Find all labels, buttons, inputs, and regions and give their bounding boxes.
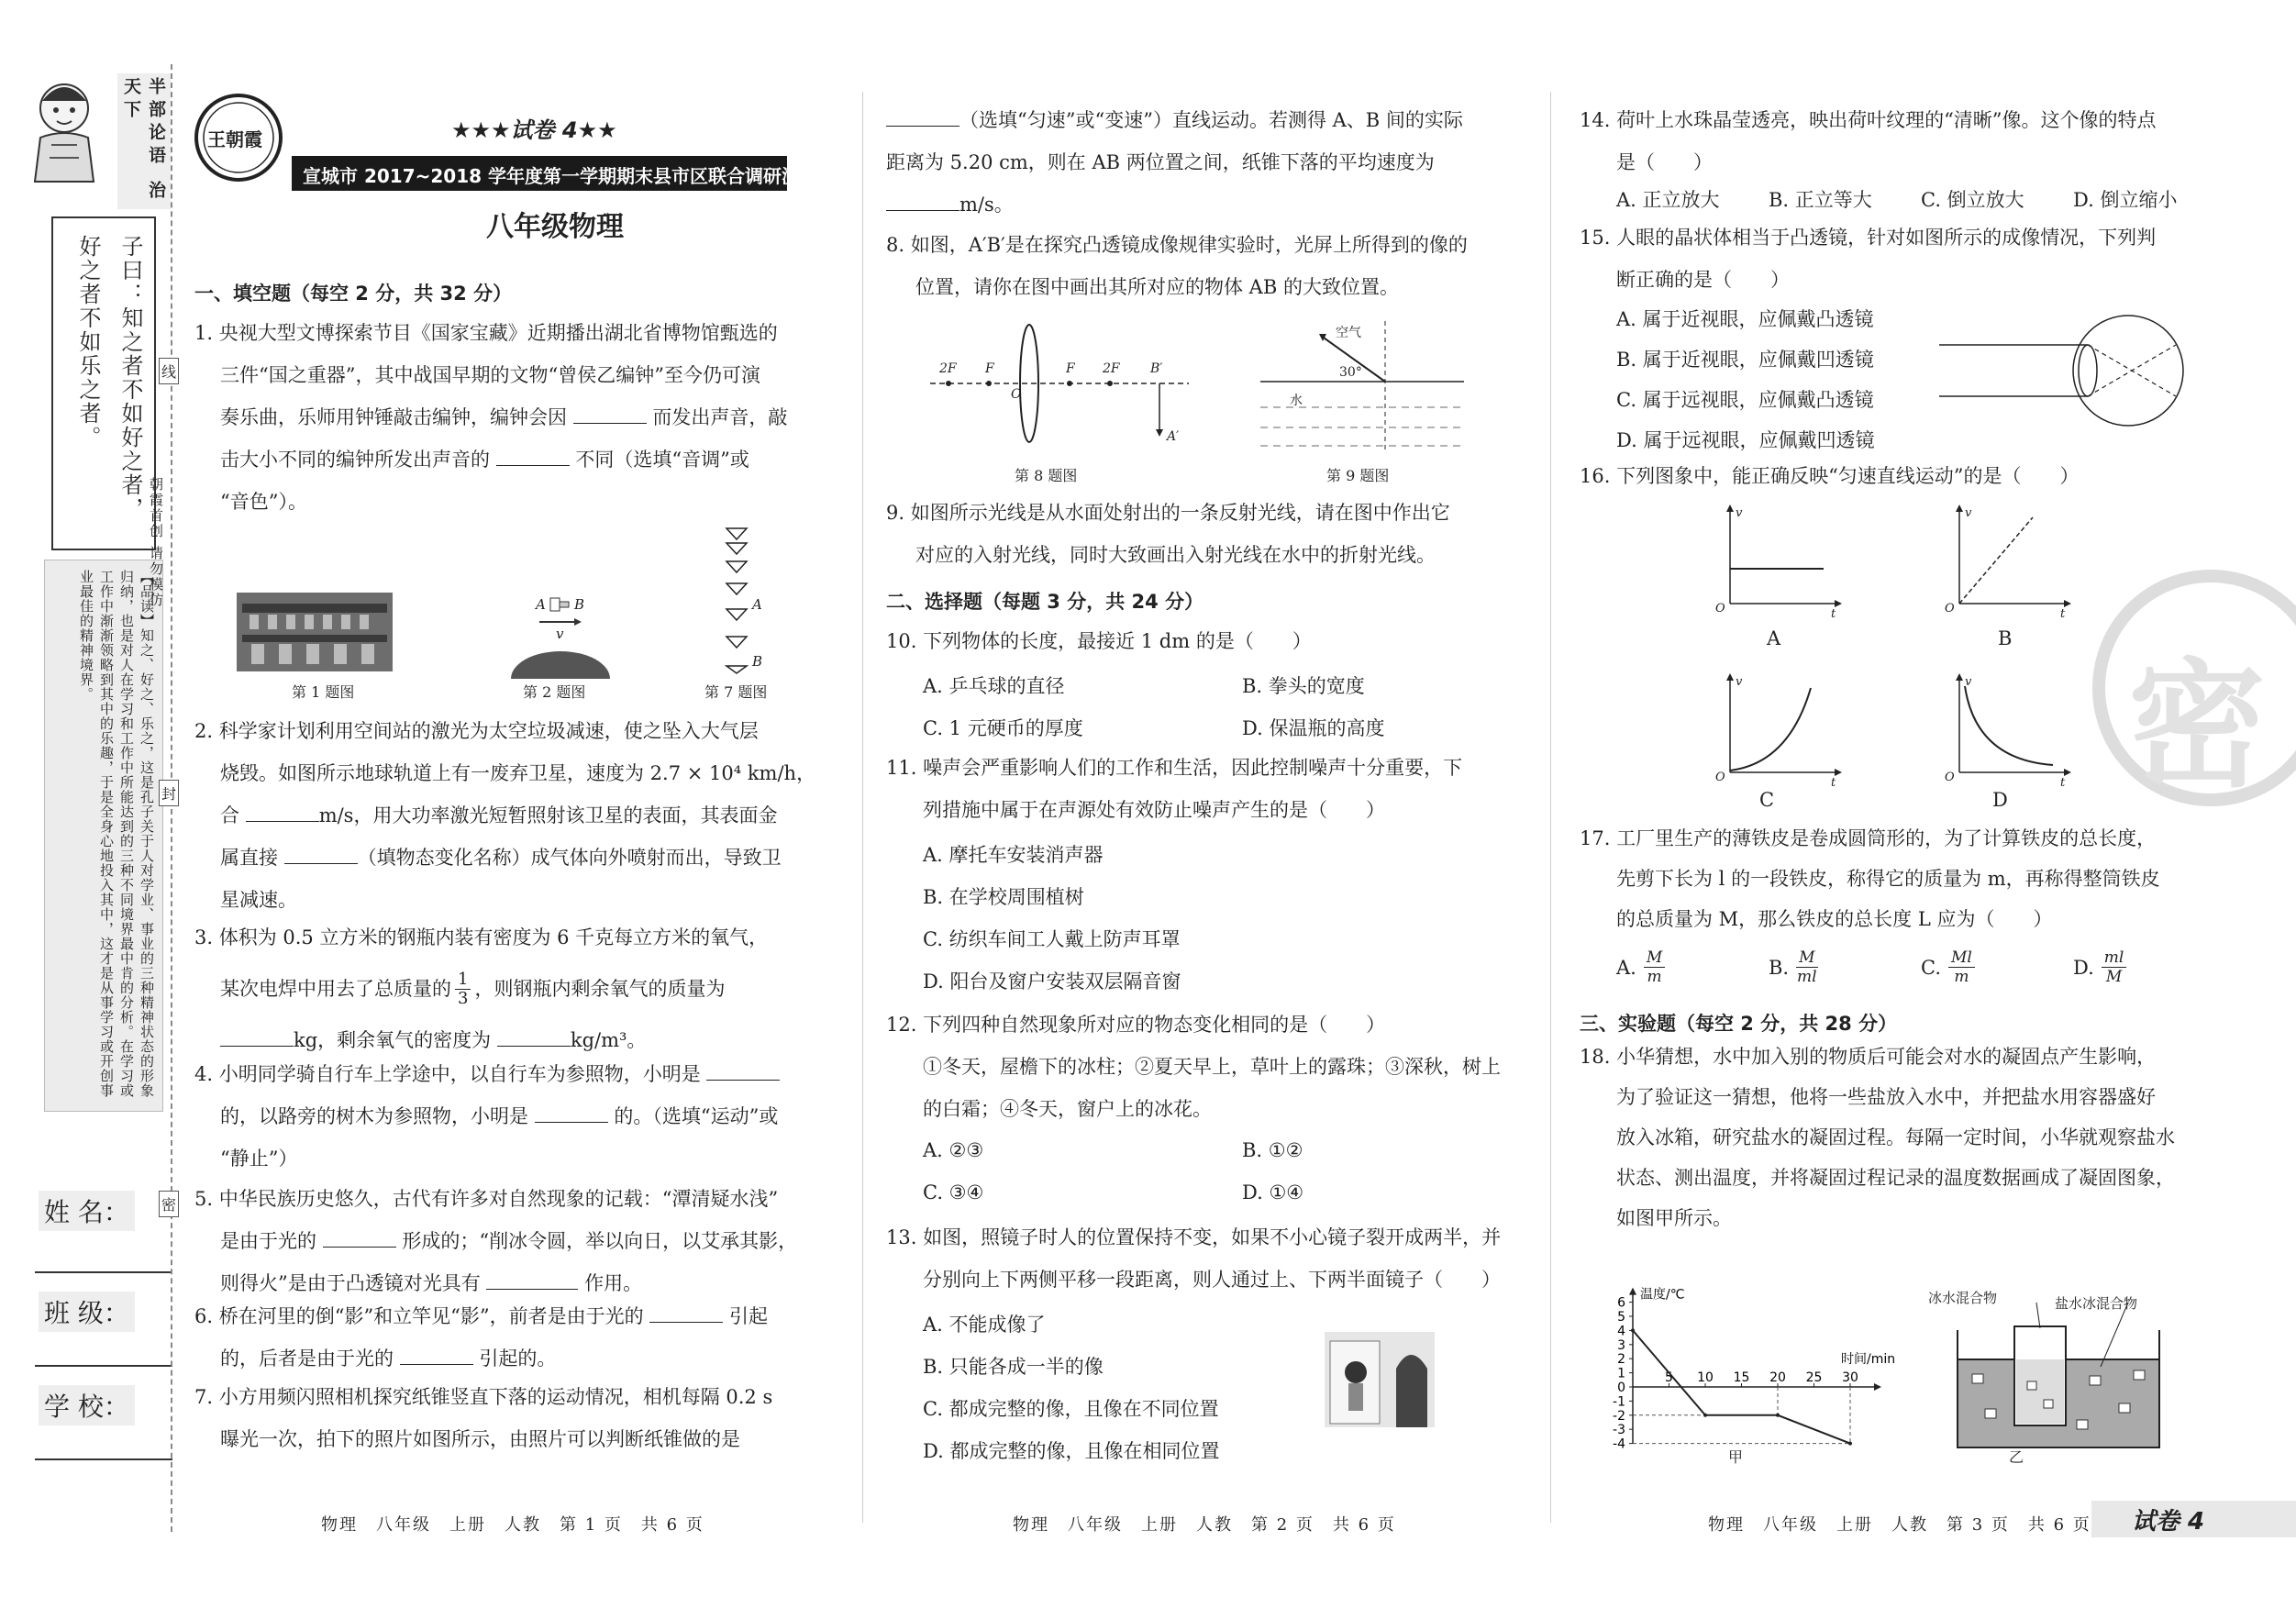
y-tick-label: 0	[1617, 1381, 1625, 1395]
column-divider-2	[1550, 92, 1551, 1523]
q12-line3: 的白霜；④冬天，窗户上的冰花。	[923, 1098, 1212, 1120]
q11-line1: 11. 噪声会严重影响人们的工作和生活，因此控制噪声十分重要，下	[886, 757, 1463, 779]
q3-line3a: kg，剩余氧气的密度为	[294, 1029, 492, 1051]
q2-line4a: 属直接	[220, 847, 278, 869]
q12-line2: ①冬天，屋檐下的冰柱；②夏天早上，草叶上的露珠；③深秋，树上	[923, 1056, 1501, 1078]
fig9-label-air: 空气	[1336, 326, 1361, 340]
x-tick-label: 20	[1769, 1370, 1786, 1385]
q2-blank1[interactable]	[246, 804, 319, 822]
q1-line3b: 而发出声音，敲	[652, 406, 788, 428]
q3-blank2[interactable]	[497, 1029, 571, 1047]
q12-option-a[interactable]: A. ②③	[923, 1139, 984, 1161]
graph-d	[1945, 671, 2073, 800]
q17-b-den: ml	[1797, 968, 1817, 986]
q17-d-label: D.	[2073, 956, 2094, 979]
q17-c-num: Ml	[1948, 948, 1975, 968]
fig8-label-2f-right: 2F	[1103, 361, 1120, 376]
q6-blank2[interactable]	[400, 1347, 473, 1365]
q10-option-b[interactable]: B. 拳头的宽度	[1242, 675, 1365, 697]
q17-option-a[interactable]	[1616, 948, 1665, 986]
data-point	[1703, 1414, 1707, 1417]
graph-b-t: t	[2060, 607, 2066, 621]
q1-line5: “音色”）。	[220, 491, 307, 513]
label-ice-water: 冰水混合物	[1928, 1290, 1998, 1306]
figure-8-lens	[926, 321, 1192, 459]
q7-line2: 曝光一次，拍下的照片如图所示，由照片可以判断纸锥做的是	[220, 1428, 740, 1450]
q16-option-a[interactable]: A	[1767, 627, 1781, 649]
seal-mark-2: 封	[159, 780, 179, 806]
fig2-label-a: A	[536, 596, 546, 613]
q18-line4: 状态、测出温度，并将凝固过程记录的温度数据画成了凝固图象，	[1616, 1167, 2175, 1189]
q18-line2: 为了验证这一猜想，他将一些盐放入水中，并把盐水用容器盛好	[1616, 1086, 2156, 1108]
q17-option-d[interactable]	[2073, 948, 2126, 986]
graph-b	[1945, 503, 2073, 631]
x-axis-arrow	[1874, 1383, 1881, 1391]
q1-line3a: 奏乐曲，乐师用钟锤敲击编钟，编钟会因	[220, 406, 567, 428]
y-tick-label: -1	[1613, 1394, 1625, 1410]
q17-c-den: m	[1954, 968, 1969, 986]
q6-blank1[interactable]	[649, 1305, 723, 1323]
q5-blank1[interactable]	[323, 1230, 396, 1248]
q15-option-d[interactable]: D. 属于远视眼，应佩戴凹透镜	[1616, 429, 1875, 451]
data-point	[1848, 1442, 1852, 1446]
q14-option-b[interactable]: B. 正立等大	[1769, 189, 1872, 211]
graph-b-v: v	[1965, 506, 1972, 520]
q7c-line2: 距离为 5.20 cm，则在 AB 两位置之间，纸锥下落的平均速度为	[886, 151, 1435, 173]
q8-line2: 位置，请你在图中画出其所对应的物体 AB 的大致位置。	[915, 276, 1399, 298]
question-13	[886, 1216, 1528, 1301]
seal-mark-1: 线	[159, 358, 179, 384]
q18-line3: 放入冰箱，研究盐水的凝固过程。每隔一定时间，小华就观察盐水	[1616, 1126, 2175, 1148]
y-axis-arrow	[1629, 1288, 1636, 1295]
q5-line2a: 是由于光的	[220, 1230, 316, 1252]
footer-page-1: 物理 八年级 上册 人教 第 1 页 共 6 页	[321, 1515, 704, 1535]
graph-a-o: O	[1715, 602, 1725, 616]
y-tick-label: -3	[1613, 1423, 1625, 1438]
q15-option-b[interactable]: B. 属于近视眼，应佩戴凹透镜	[1616, 349, 1874, 371]
q9-line1: 9. 如图所示光线是从水面处射出的一条反射光线，请在图中作出它	[886, 502, 1450, 524]
q3-line1: 3. 体积为 0.5 立方米的钢瓶内装有密度为 6 千克每立方米的氧气，	[194, 926, 769, 948]
q1-line4b: 不同（选填“音调”或	[575, 449, 749, 471]
q3-line2b: ，则钢瓶内剩余氧气的质量为	[474, 978, 726, 1000]
question-10: 10. 下列物体的长度，最接近 1 dm 的是（ ）	[886, 630, 1312, 652]
question-14	[1580, 99, 2277, 183]
figure-18-chart	[1596, 1244, 1926, 1464]
section-1-title: 一、填空题（每空 2 分，共 32 分）	[194, 283, 513, 305]
q17-option-b[interactable]	[1769, 948, 1818, 986]
q14-line1: 14. 荷叶上水珠晶莹透亮，映出荷叶纹理的“清晰”像。这个像的特点	[1580, 109, 2157, 131]
question-9	[886, 492, 1528, 576]
q17-option-c[interactable]	[1921, 948, 1975, 986]
fig8-label-f-left: F	[985, 361, 994, 376]
graph-a-v: v	[1736, 506, 1743, 520]
x-tick-label: 5	[1665, 1370, 1673, 1385]
name-field[interactable]	[35, 1271, 172, 1273]
fig8-label-f-right: F	[1066, 361, 1075, 376]
q7c-line1: （选填“匀速”或“变速”）直线运动。若测得 A、B 间的实际	[959, 109, 1463, 131]
q14-option-c[interactable]: C. 倒立放大	[1921, 189, 2024, 211]
class-field[interactable]	[35, 1365, 172, 1367]
q13-option-a[interactable]: A. 不能成像了	[923, 1314, 1046, 1336]
q5-blank2[interactable]	[486, 1272, 578, 1290]
q1-blank1[interactable]	[573, 406, 647, 424]
q14-option-d[interactable]: D. 倒立缩小	[2073, 189, 2178, 211]
reading-text: 【品读】知之、好之、乐之，这是孔子关于人对学业、事业的三种精神状态的形象归纳，也是对人在学习和工作中所能达到的三种不同境界最中肯的分析。在学习或工作中渐渐领略到其中的乐趣，于是全身心地投入其中，这才是从事学习或开创事业最佳的精神境界。	[78, 570, 155, 1098]
school-label: 学 校：	[39, 1385, 135, 1425]
q15-option-a[interactable]: A. 属于近视眼，应佩戴凸透镜	[1616, 308, 1874, 330]
question-11	[886, 747, 1528, 831]
q17-b-label: B.	[1769, 956, 1790, 979]
y-tick-label: 4	[1617, 1324, 1625, 1339]
question-7-cont	[886, 99, 1528, 226]
q16-option-b[interactable]: B	[1998, 627, 2013, 649]
q15-option-c[interactable]: C. 属于远视眼，应佩戴凸透镜	[1616, 389, 1874, 411]
fig9-caption: 第 9 题图	[1326, 467, 1390, 484]
q2-line4b: （填物态变化名称）成气体向外喷射而出，导致卫	[357, 847, 782, 869]
q12-line1: 12. 下列四种自然现象所对应的物态变化相同的是（ ）	[886, 1014, 1386, 1036]
q12-option-d[interactable]: D. ①④	[1242, 1181, 1304, 1203]
q2-blank2[interactable]	[284, 847, 358, 864]
graph-d-o: O	[1945, 771, 1955, 784]
x-tick-label: 25	[1805, 1370, 1823, 1385]
q17-c-label: C.	[1921, 956, 1941, 979]
y-axis-label: 温度/℃	[1640, 1287, 1685, 1303]
q10-option-d[interactable]: D. 保温瓶的高度	[1242, 717, 1385, 739]
footer-page-3: 物理 八年级 上册 人教 第 3 页 共 6 页	[1708, 1515, 2091, 1535]
q6-line1b: 引起	[729, 1305, 769, 1327]
q3-blank1[interactable]	[220, 1029, 294, 1047]
y-tick-label: -4	[1613, 1436, 1625, 1452]
stamp-text: 密	[2128, 647, 2267, 806]
figure-13-mirror-photo	[1325, 1332, 1435, 1427]
data-point	[1631, 1328, 1635, 1332]
question-8	[886, 224, 1528, 308]
q13-option-b[interactable]: B. 只能各成一半的像	[923, 1356, 1104, 1378]
question-7	[194, 1376, 818, 1460]
q3-line3b: kg/m³。	[570, 1029, 647, 1051]
quote-box	[51, 216, 156, 550]
graph-c-v: v	[1736, 675, 1743, 689]
q11-option-a[interactable]: A. 摩托车安装消声器	[923, 844, 1104, 866]
confucius-avatar	[24, 73, 105, 183]
q12-option-b[interactable]: B. ①②	[1242, 1139, 1303, 1161]
fig7-label-a: A	[752, 596, 762, 613]
section-2-title: 二、选择题（每题 3 分，共 24 分）	[886, 591, 1204, 613]
section-3-title: 三、实验题（每空 2 分，共 28 分）	[1580, 1013, 1898, 1035]
graph-c-t: t	[1831, 776, 1836, 790]
q13-option-c[interactable]: C. 都成完整的像，且像在不同位置	[923, 1398, 1219, 1420]
cooling-curve-svg	[1596, 1244, 1926, 1464]
y-tick-label: 6	[1617, 1295, 1625, 1311]
figure-9-reflection	[1257, 317, 1468, 455]
logo-text: 王朝霞	[207, 128, 262, 150]
q17-d-den: M	[2105, 968, 2123, 986]
q4-line2b: 的。（选填“运动”或	[614, 1105, 779, 1127]
q5-line1: 5. 中华民族历史悠久，古代有许多对自然现象的记载：“潭清疑水浅”	[194, 1188, 779, 1210]
question-18	[1580, 1037, 2277, 1238]
graph-c-o: O	[1715, 771, 1725, 784]
q2-line5: 星减速。	[220, 889, 297, 911]
question-6	[194, 1295, 818, 1380]
fig8-caption: 第 8 题图	[1015, 467, 1078, 484]
reading-box	[44, 560, 163, 1112]
seal-mark-3: 密	[159, 1191, 179, 1217]
q2-line3b: m/s，用大功率激光短暂照射该卫星的表面，其表面金	[318, 804, 778, 826]
y-tick-label: 5	[1617, 1310, 1625, 1325]
q18-line5: 如图甲所示。	[1616, 1207, 1732, 1229]
figure-15-eye	[1936, 312, 2192, 431]
x-tick-label: 30	[1842, 1370, 1858, 1385]
question-16: 16. 下列图象中，能正确反映“匀速直线运动”的是（ ）	[1580, 465, 2080, 487]
sidebar	[17, 64, 166, 1486]
figure-18-beaker	[1945, 1293, 2220, 1458]
fig2-label-b: B	[574, 596, 585, 613]
fig8-label-b-prime: B′	[1150, 361, 1163, 376]
q2-line1: 2. 科学家计划利用空间站的激光为太空垃圾减速，使之坠入大气层	[194, 720, 759, 742]
quote-line1: 子曰：知之者不如好之者，	[117, 235, 143, 521]
q16-option-c[interactable]: C	[1759, 789, 1775, 811]
question-12	[886, 1004, 1528, 1130]
q16-option-d[interactable]: D	[1992, 789, 2008, 811]
q14-line2: 是（ ）	[1616, 151, 1713, 173]
y-tick-label: -2	[1613, 1408, 1625, 1424]
brand-note: 朝霞首创 请勿模仿	[148, 477, 164, 608]
fig2-caption: 第 2 题图	[523, 683, 586, 701]
logo	[193, 92, 284, 183]
graph-b-o: O	[1945, 602, 1955, 616]
q7c-line3: m/s。	[959, 194, 1014, 216]
question-4	[194, 1053, 818, 1180]
graph-c	[1715, 671, 1844, 800]
q4-line1: 4. 小明同学骑自行车上学途中，以自行车为参照物，小明是	[194, 1063, 701, 1085]
x-tick-label: 10	[1697, 1370, 1714, 1385]
graph-a-t: t	[1831, 607, 1836, 621]
question-5	[194, 1178, 818, 1304]
q10-option-c[interactable]: C. 1 元硬币的厚度	[923, 717, 1083, 739]
q7-blank1[interactable]	[886, 109, 959, 127]
q4-blank1[interactable]	[706, 1063, 780, 1081]
q11-option-d[interactable]: D. 阳台及窗户安装双层隔音窗	[923, 970, 1181, 993]
figure-1-bells	[237, 593, 393, 671]
class-label: 班 级：	[39, 1292, 135, 1332]
paper-badge: ★★★试卷 4★★	[451, 117, 617, 143]
q1-line1: 1. 央视大型文博探索节目《国家宝藏》近期播出湖北省博物馆甄选的	[194, 322, 778, 344]
x-axis-label: 时间/min	[1841, 1352, 1896, 1367]
column-divider-1	[862, 92, 863, 1523]
q5-line3b: 作用。	[584, 1272, 643, 1294]
q13-option-d[interactable]: D. 都成完整的像，且像在相同位置	[923, 1440, 1220, 1462]
q1-line4a: 击大小不同的编钟所发出声音的	[220, 449, 490, 471]
q13-line2: 分别向上下两侧平移一段距离，则人通过上、下两半面镜子（ ）	[923, 1269, 1501, 1291]
q10-option-a[interactable]: A. 乒乓球的直径	[923, 675, 1065, 697]
q9-line2: 对应的入射光线，同时大致画出入射光线在水中的折射光线。	[915, 544, 1436, 566]
q15-line2: 断正确的是（ ）	[1616, 269, 1790, 291]
q6-line2a: 的，后者是由于光的	[220, 1347, 394, 1370]
q4-line2a: 的，以路旁的树木为参照物，小明是	[220, 1105, 528, 1127]
q7-line1: 7. 小方用频闪照相机探究纸锥竖直下落的运动情况，相机每隔 0.2 s	[194, 1386, 773, 1408]
q15-line1: 15. 人眼的晶状体相当于凸透镜，针对如图所示的成像情况，下列判	[1580, 227, 2157, 249]
q17-a-den: m	[1647, 968, 1662, 986]
fig7-caption: 第 7 题图	[704, 683, 768, 701]
question-15	[1580, 216, 2277, 301]
fig1-caption: 第 1 题图	[292, 683, 355, 701]
figure-7-cones	[706, 519, 780, 675]
subject-title: 八年级物理	[486, 211, 624, 243]
sidebar-banner: 半部论语 治天下	[117, 73, 171, 209]
q17-d-num: ml	[2102, 948, 2127, 968]
frac-num: 1	[455, 970, 471, 990]
q18-line1: 18. 小华猜想，水中加入别的物质后可能会对水的凝固点产生影响，	[1580, 1046, 2157, 1068]
school-field[interactable]	[35, 1458, 172, 1460]
fig8-label-o: O	[1011, 387, 1022, 402]
q17-line2: 先剪下长为 l 的一段铁皮，称得它的质量为 m，再称得整筒铁皮	[1616, 868, 2160, 890]
y-tick-label: 2	[1617, 1352, 1625, 1368]
q17-a-num: M	[1644, 948, 1665, 968]
graph-d-v: v	[1965, 675, 1972, 689]
q4-blank2[interactable]	[535, 1105, 608, 1123]
y-tick-label: 3	[1617, 1337, 1625, 1353]
q6-line2b: 引起的。	[479, 1347, 557, 1370]
q13-line1: 13. 如图，照镜子时人的位置保持不变，如果不小心镜子裂开成两半，并	[886, 1226, 1502, 1248]
graph-a	[1715, 503, 1844, 631]
fraction-one-third	[455, 970, 471, 1008]
y-tick-label: 1	[1617, 1366, 1625, 1381]
q3-line2a: 某次电焊中用去了总质量的	[220, 978, 451, 1000]
q11-option-c[interactable]: C. 纺织车间工人戴上防声耳罩	[923, 928, 1181, 950]
q12-option-c[interactable]: C. ③④	[923, 1181, 984, 1203]
fig2-label-v: v	[556, 626, 564, 642]
fig9-label-water: 水	[1290, 394, 1303, 408]
fig8-label-2f-left: 2F	[939, 361, 957, 376]
q17-b-num: M	[1796, 948, 1817, 968]
x-tick-label: 15	[1733, 1370, 1750, 1385]
q2-line2: 烧毁。如图所示地球轨道上有一废弃卫星，速度为 2.7 × 10⁴ km/h，	[220, 762, 816, 784]
q8-line1: 8. 如图，A′B′是在探究凸透镜成像规律实验时，光屏上所得到的像的	[886, 234, 1468, 256]
fig9-label-angle: 30°	[1339, 365, 1362, 380]
q2-line3a: 合	[220, 804, 239, 826]
q5-line2b: 形成的；“削冰令圆，举以向日，以艾承其影，	[402, 1230, 798, 1252]
question-2	[194, 710, 818, 921]
data-point	[1776, 1414, 1780, 1417]
fig7-label-b: B	[752, 653, 763, 670]
quote-line2: 好之者不如乐之者。	[75, 235, 101, 449]
q4-line3: “静止”）	[220, 1148, 298, 1170]
q17-line3: 的总质量为 M，那么铁皮的总长度 L 应为（ ）	[1616, 908, 2053, 930]
q14-option-a[interactable]: A. 正立放大	[1616, 189, 1720, 211]
q6-line1a: 6. 桥在河里的倒“影”和立竿见“影”，前者是由于光的	[194, 1305, 644, 1327]
question-17	[1580, 818, 2277, 939]
fig18-caption-b: 乙	[2009, 1448, 2024, 1466]
paper-tag: 试卷 4	[2132, 1508, 2205, 1536]
q17-a-label: A.	[1616, 956, 1636, 979]
frac-den: 3	[458, 988, 469, 1008]
q7-blank2[interactable]	[886, 194, 959, 211]
q11-line2: 列措施中属于在声源处有效防止噪声产生的是（ ）	[923, 799, 1385, 821]
footer-page-2: 物理 八年级 上册 人教 第 2 页 共 6 页	[1013, 1515, 1396, 1535]
graph-d-t: t	[2060, 776, 2066, 790]
name-label: 姓 名：	[39, 1191, 135, 1231]
q5-line3a: 则得火”是由于凸透镜对光具有	[220, 1272, 481, 1294]
q1-line2: 三件“国之重器”，其中战国早期的文物“曾侯乙编钟”至今仍可演	[220, 364, 760, 386]
fig18-caption-a: 甲	[1728, 1448, 1744, 1466]
label-salt-ice-water: 盐水冰混合物	[2055, 1295, 2138, 1312]
question-3	[194, 912, 818, 1066]
q17-line1: 17. 工厂里生产的薄铁皮是卷成圆筒形的，为了计算铁皮的总长度，	[1580, 827, 2157, 849]
fig8-label-a-prime: A′	[1167, 429, 1180, 444]
q11-option-b[interactable]: B. 在学校周围植树	[923, 886, 1084, 908]
exam-title: 宣城市 2017~2018 学年度第一学期期末县市区联合调研测试试卷	[303, 165, 856, 187]
confidential-stamp	[2091, 569, 2296, 807]
question-1	[194, 312, 818, 523]
figure-2-satellite	[510, 578, 611, 679]
q1-blank2[interactable]	[496, 449, 570, 466]
